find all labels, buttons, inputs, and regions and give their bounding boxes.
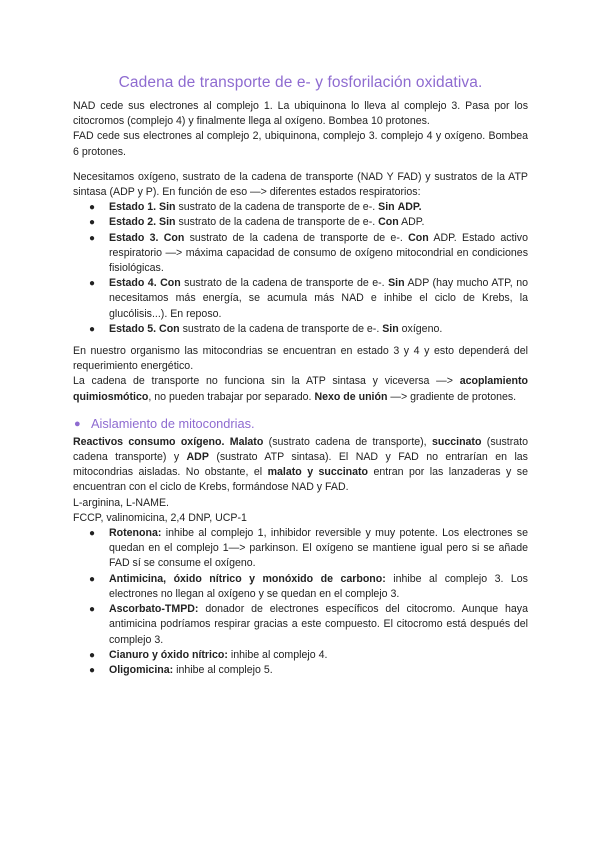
bullet-icon: ● — [89, 573, 96, 585]
bullet-icon: ● — [89, 232, 96, 244]
inhibidores-list — [73, 526, 528, 678]
organismo-paragraph: En nuestro organismo las mitocondrias se encuentran en estado 3 y 4 y esto dependerá del requerimiento energético. — [73, 345, 528, 373]
list-item: ● Estado 3. Con sustrato de la cadena de transporte de e-. Con ADP. Estado activo respiratorio —> máxima capacidad de consumo de oxígeno mitocondrial en condiciones fisiológicas. — [89, 231, 528, 275]
intro-paragraph-nad: NAD cede sus electrones al complejo 1. La ubiquinona lo lleva al complejo 3. Pasa por los citocromos (complejo 4) y finalmente llega al oxígeno. Bombea 10 protones. — [73, 100, 528, 128]
bullet-icon: ● — [89, 323, 96, 335]
fccp-line: FCCP, valinomicina, 2,4 DNP, UCP-1 — [73, 511, 247, 524]
bullet-icon: ● — [89, 278, 96, 290]
list-item: ● Oligomicina: inhibe al complejo 5. — [73, 663, 528, 678]
section-heading: ● Aislamiento de mitocondrias. — [74, 415, 255, 431]
list-item: ● Estado 1. Sin sustrato de la cadena de transporte de e-. Sin ADP. — [73, 200, 528, 215]
cadena-paragraph: La cadena de transporte no funciona sin la ATP sintasa y viceversa —> acoplamiento quimiosmótico, no pueden trabajar por separado. Nexo de unión —> gradiente de protones. — [73, 375, 528, 403]
bullet-icon: ● — [89, 217, 96, 229]
list-item: ● Cianuro y óxido nítrico: inhibe al complejo 4. — [73, 648, 528, 663]
bullet-icon: ● — [89, 604, 96, 616]
intro-paragraph-fad: FAD cede sus electrones al complejo 2, ubiquinona, complejo 3. complejo 4 y oxígeno. Bombea 6 protones. — [73, 130, 528, 158]
list-item: ● Estado 4. Con sustrato de la cadena de transporte de e-. Sin ADP (hay mucho ATP, no necesitamos más energía, se acumula más NAD e inhibe el ciclo de Krebs, la glucólisis...). En reposo. — [89, 277, 528, 320]
bullet-icon: ● — [89, 528, 96, 540]
bullet-icon: ● — [89, 202, 96, 214]
bullet-icon: ● — [89, 664, 96, 676]
necesitamos-paragraph: Necesitamos oxígeno, sustrato de la cadena de transporte (NAD Y FAD) y sustratos de la ATP sintasa (ADP y P). En función de eso —> diferentes estados respiratorios: — [73, 170, 528, 199]
list-item: ● Estado 2. Sin sustrato de la cadena de transporte de e-. Con ADP. — [73, 215, 528, 230]
list-item: ● Antimicina, óxido nítrico y monóxido de carbono: inhibe al complejo 3. Los electrones no llegan al oxígeno y se quedan en el complejo 3. — [89, 572, 528, 600]
estados-list — [73, 200, 528, 337]
list-item: ● Estado 5. Con sustrato de la cadena de transporte de e-. Sin oxígeno. — [73, 322, 528, 337]
bullet-icon: ● — [74, 417, 81, 430]
page-title: Cadena de transporte de e- y fosforilación oxidativa. — [118, 74, 483, 91]
list-item: ● Ascorbato-TMPD: donador de electrones específicos del citocromo. Aunque haya antimicina podríamos respirar gracias a este compuesto. El citocromo está después del complejo 3. — [89, 603, 528, 646]
list-item: ● Rotenona: inhibe al complejo 1, inhibidor reversible y muy potente. Los electrones se quedan en el complejo 1—> parkinson. El oxígeno se mantiene igual pero si se añade FAD sí se consume el oxígeno. — [89, 527, 528, 570]
bullet-icon: ● — [89, 649, 96, 661]
arginina-line: L-arginina, L-NAME. — [73, 496, 169, 509]
reactivos-paragraph: Reactivos consumo oxígeno. Malato (sustrato cadena de transporte), succinato (sustrato cadena transporte) y ADP (sustrato ATP sintasa). El NAD y FAD no entrarían en las mitocondrias aisladas. No obstante, el malato y succinato entran por las lanzaderas y se encuentran con el ciclo de Krebs, formándose NAD y FAD. — [73, 435, 528, 494]
